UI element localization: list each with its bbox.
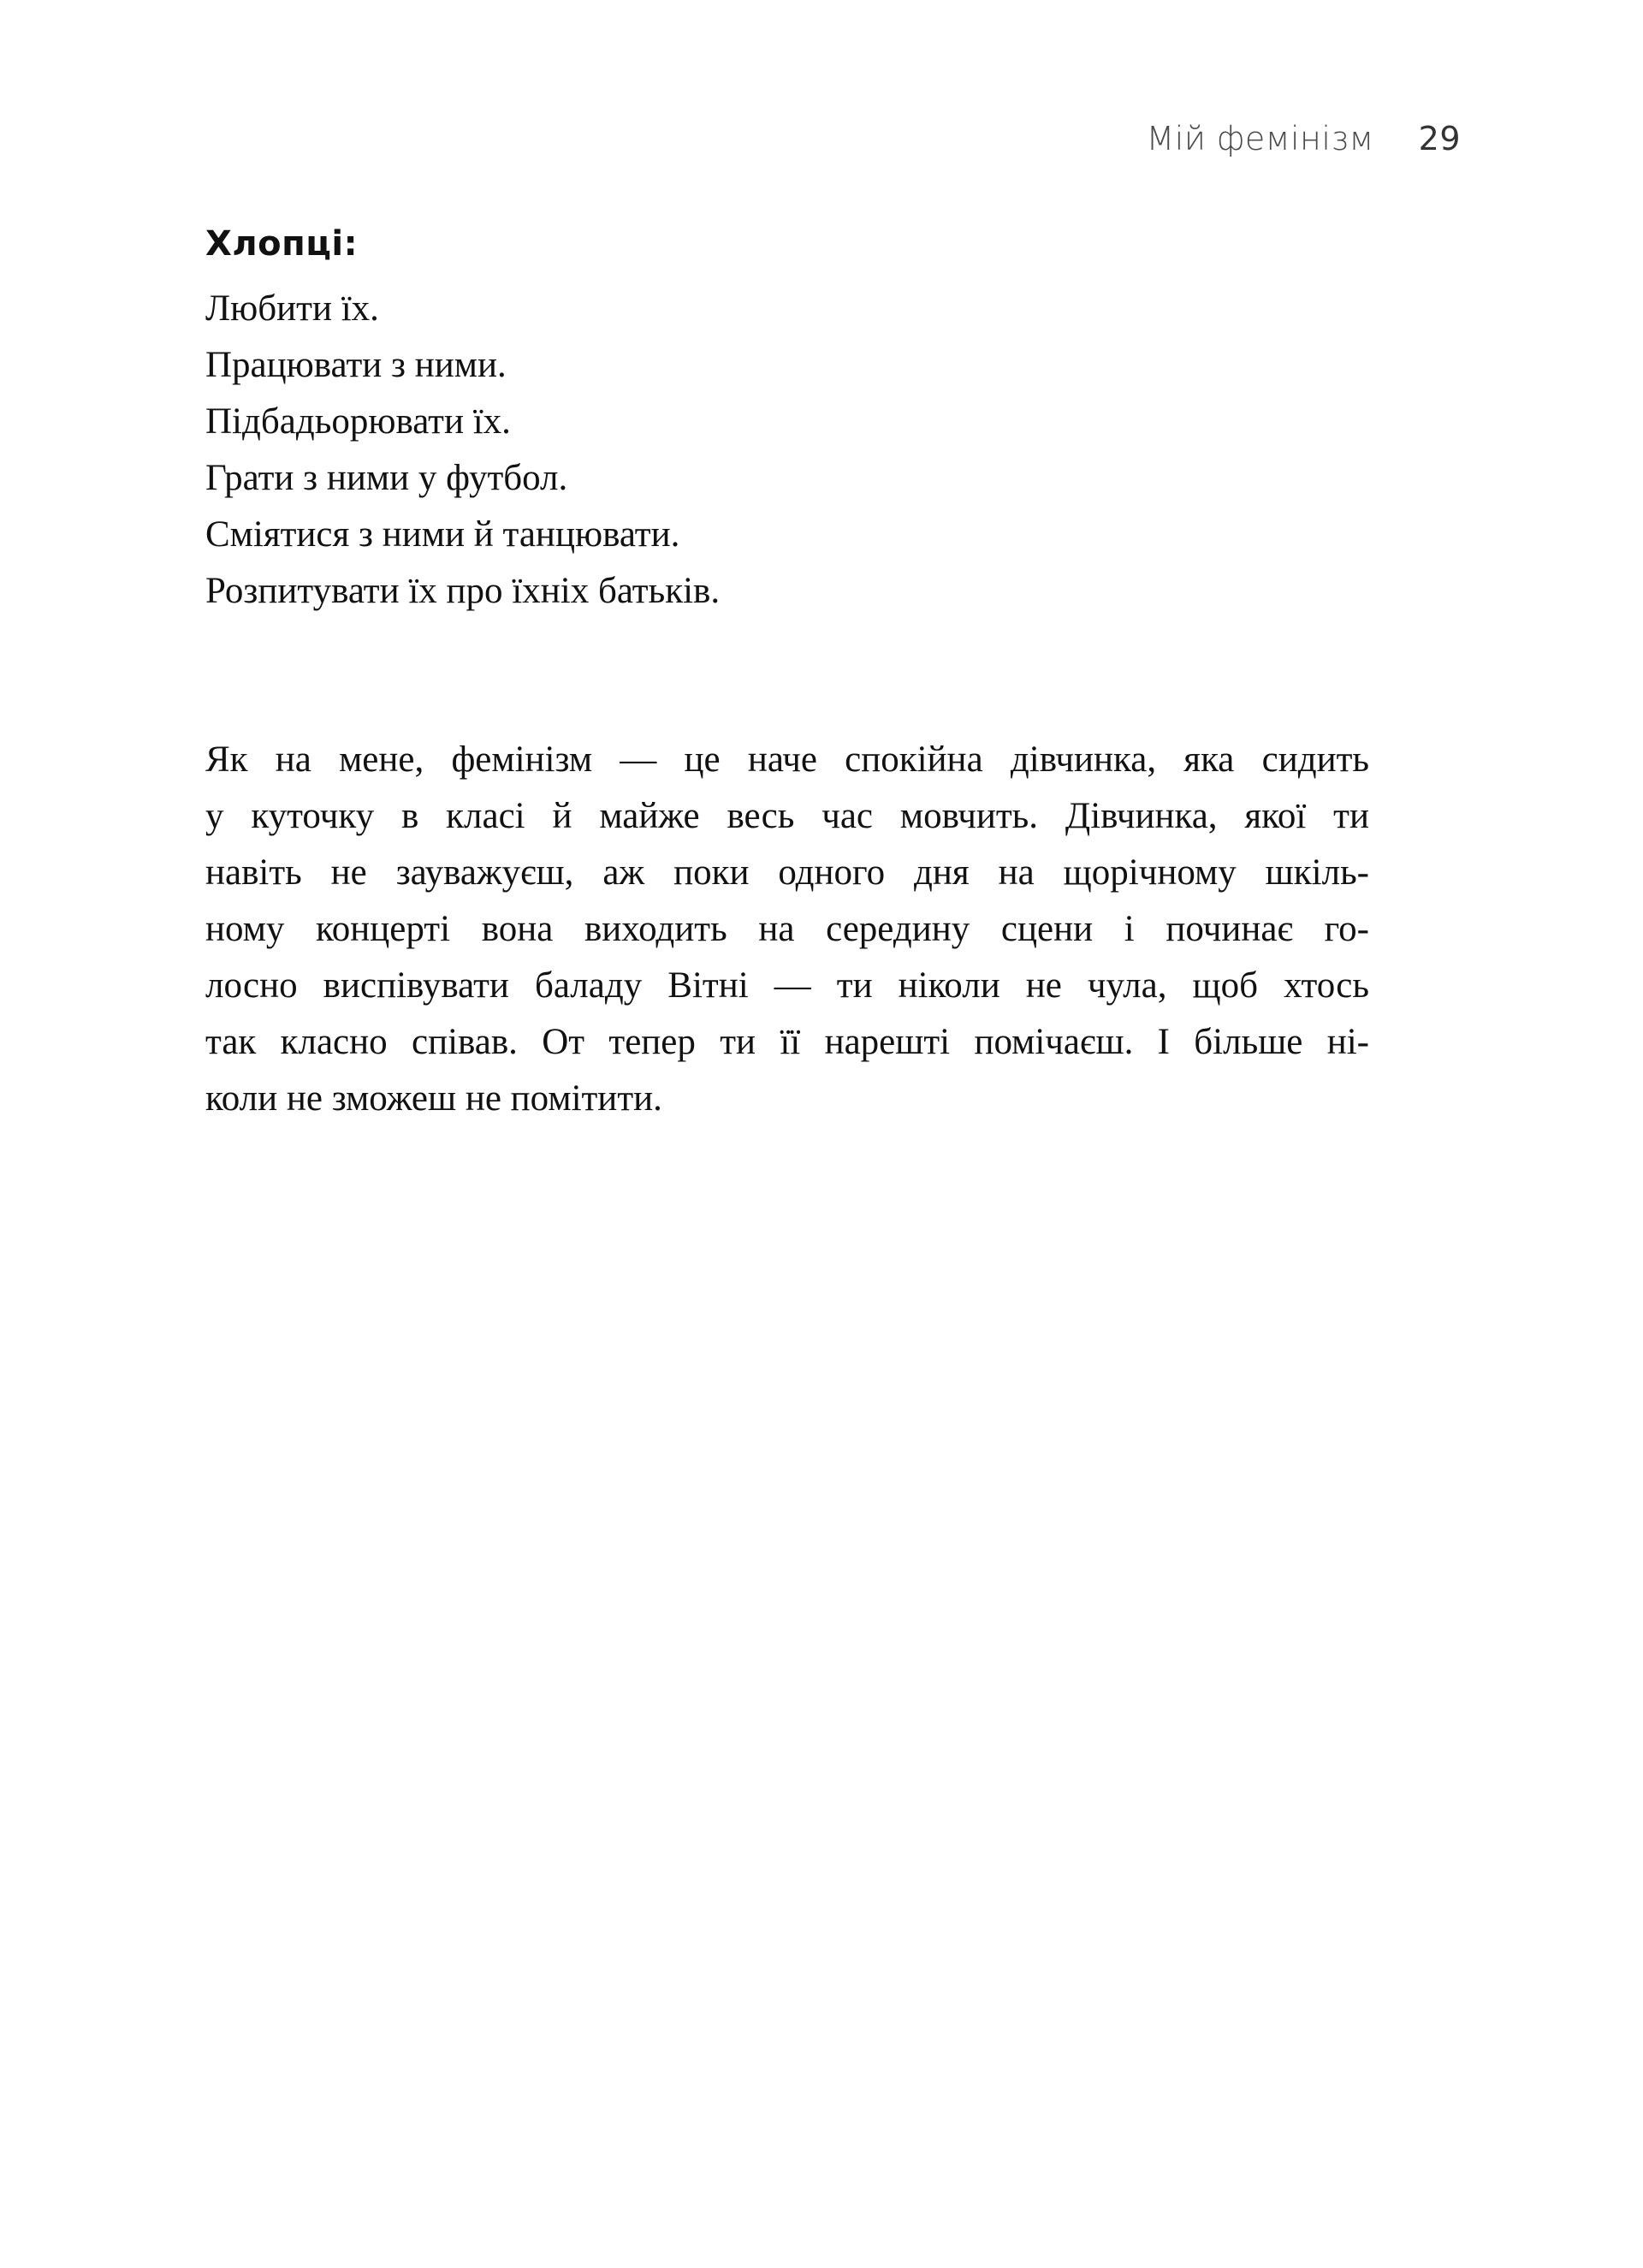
section-heading: Хлопці: xyxy=(205,224,359,264)
list-item: Любити їх. xyxy=(205,288,379,329)
list-item: Підбадьорювати їх. xyxy=(205,401,511,442)
running-header xyxy=(1147,120,1462,157)
page-number: 29 xyxy=(1418,120,1461,157)
list-item: Працювати з ними. xyxy=(205,345,507,385)
list-item: Грати з ними у футбол. xyxy=(205,458,568,498)
list-item: Розпитувати їх про їхніх батьків. xyxy=(205,571,721,611)
paragraph-line: лосно виспівувати баладу Вітні — ти ніколи не чула, щоб хтось xyxy=(205,965,1369,1006)
section-boys xyxy=(205,224,1446,620)
running-header-title: Мій фемінізм xyxy=(1146,120,1374,157)
body-paragraph xyxy=(205,732,1369,1127)
list-item: Сміятися з ними й танцювати. xyxy=(205,514,680,555)
paragraph-line: Як на мене, фемінізм — це наче спокійна дівчинка, яка сидить xyxy=(205,739,1369,780)
paragraph-line: так класно співав. От тепер ти її нарешті помічаєш. І більше ні- xyxy=(205,1022,1369,1062)
paragraph-line: навіть не зауважуєш, аж поки одного дня на щорічному шкіль- xyxy=(205,852,1369,893)
paragraph-line: у куточку в класі й майже весь час мовчить. Дівчинка, якої ти xyxy=(205,796,1369,836)
action-list xyxy=(205,281,1446,620)
paragraph-line: коли не зможеш не помітити. xyxy=(205,1078,662,1119)
paragraph-line: ному концерті вона виходить на середину сцени і починає го- xyxy=(205,909,1369,949)
